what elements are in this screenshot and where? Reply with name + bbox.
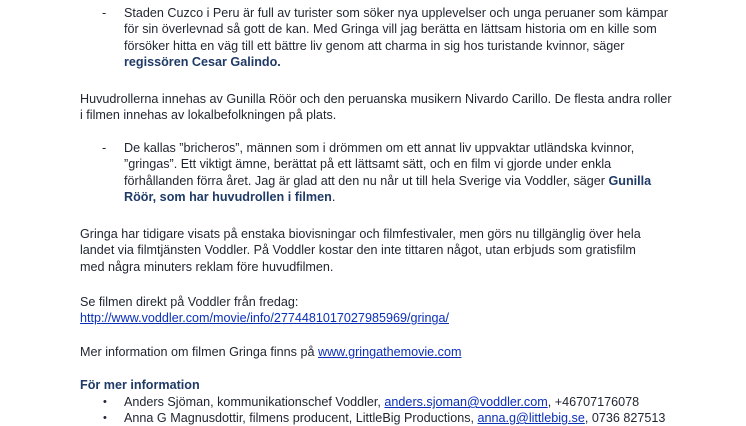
contact-phone: , +46707176078 [547, 395, 640, 409]
contact-text: Anna G Magnusdottir, filmens producent, LittleBig Productions, [124, 411, 478, 425]
gringa-website-link[interactable]: www.gringathemovie.com [317, 345, 462, 359]
paragraph-line [80, 344, 690, 360]
quote-dash: - [102, 6, 107, 20]
quote-text: förhållanden förra året. Jag är glad att den nu når ut till hela Sverige via Voddler, säger [124, 173, 609, 188]
bullet-icon: • [103, 412, 107, 424]
quote-end: . [331, 189, 336, 204]
quote-line: De kallas ”bricheros”, männen som i drömmen om ett annat liv uppvaktar utländska kvinnor, [124, 141, 635, 155]
quote-line: försöker hitta en väg till ett bättre liv genom att charma in sig hos turistande kvinnor, säger [124, 38, 625, 53]
quote-attribution-name: Gunilla [608, 173, 652, 188]
paragraph-line: landet via filmtjänsten Voddler. På Voddler kostar den inte tittaren något, utan erbjuds som gratisfilm [80, 243, 636, 258]
contact-text: Anders Sjöman, kommunikationschef Voddler, [124, 395, 385, 409]
contact-heading-block [80, 377, 690, 393]
quote-attribution-role: Röör, som har huvudrollen i filmen [124, 189, 332, 204]
email-link[interactable]: anders.sjoman@voddler.com [384, 395, 548, 409]
cast-paragraph [80, 91, 690, 124]
quote-line: för sin överlevnad så gott de kan. Med Gringa vill jag berätta en lättsam historia om en kille som [124, 22, 657, 37]
info-paragraph [80, 344, 690, 360]
actor-quote [124, 140, 684, 205]
voddler-movie-link[interactable]: http://www.voddler.com/movie/info/277448101702798596​9/gringa/ [80, 311, 449, 326]
contact-phone: , 0736 827513 [584, 411, 666, 425]
paragraph-line: i filmen innehas av lokalbefolkningen på plats. [80, 108, 337, 123]
watch-paragraph [80, 294, 690, 327]
contact-heading: För mer information [80, 378, 200, 392]
quote-attribution: regissören Cesar Galindo. [124, 54, 281, 69]
availability-paragraph [80, 226, 690, 275]
quote-line: Staden Cuzco i Peru är full av turister som söker nya upplevelser och unga peruaner som kämpar [124, 6, 668, 20]
quote-line [124, 173, 684, 189]
quote-line: ”gringas”. Ett viktigt ämne, berättat på ett lättsamt sätt, och en film vi gjorde under enkla [124, 157, 612, 172]
paragraph-line: med några minuters reklam före huvudfilmen. [80, 259, 334, 274]
contact-item [124, 410, 665, 426]
bullet-icon: • [103, 396, 107, 408]
paragraph-line: Gringa har tidigare visats på enstaka biovisningar och filmfestivaler, men görs nu tillgänglig över hela [80, 227, 641, 241]
quote-line [124, 189, 684, 205]
email-link[interactable]: anna.g@littlebig.se [477, 411, 585, 425]
info-text: Mer information om filmen Gringa finns på [80, 345, 318, 359]
paragraph-line: Se filmen direkt på Voddler från fredag: [80, 295, 299, 309]
quote-dash: - [102, 141, 107, 155]
director-quote [124, 5, 684, 70]
contact-item [124, 394, 639, 410]
paragraph-line: Huvudrollerna innehas av Gunilla Röör och den peruanska musikern Nivardo Carillo. De flesta andra roller [80, 92, 672, 106]
